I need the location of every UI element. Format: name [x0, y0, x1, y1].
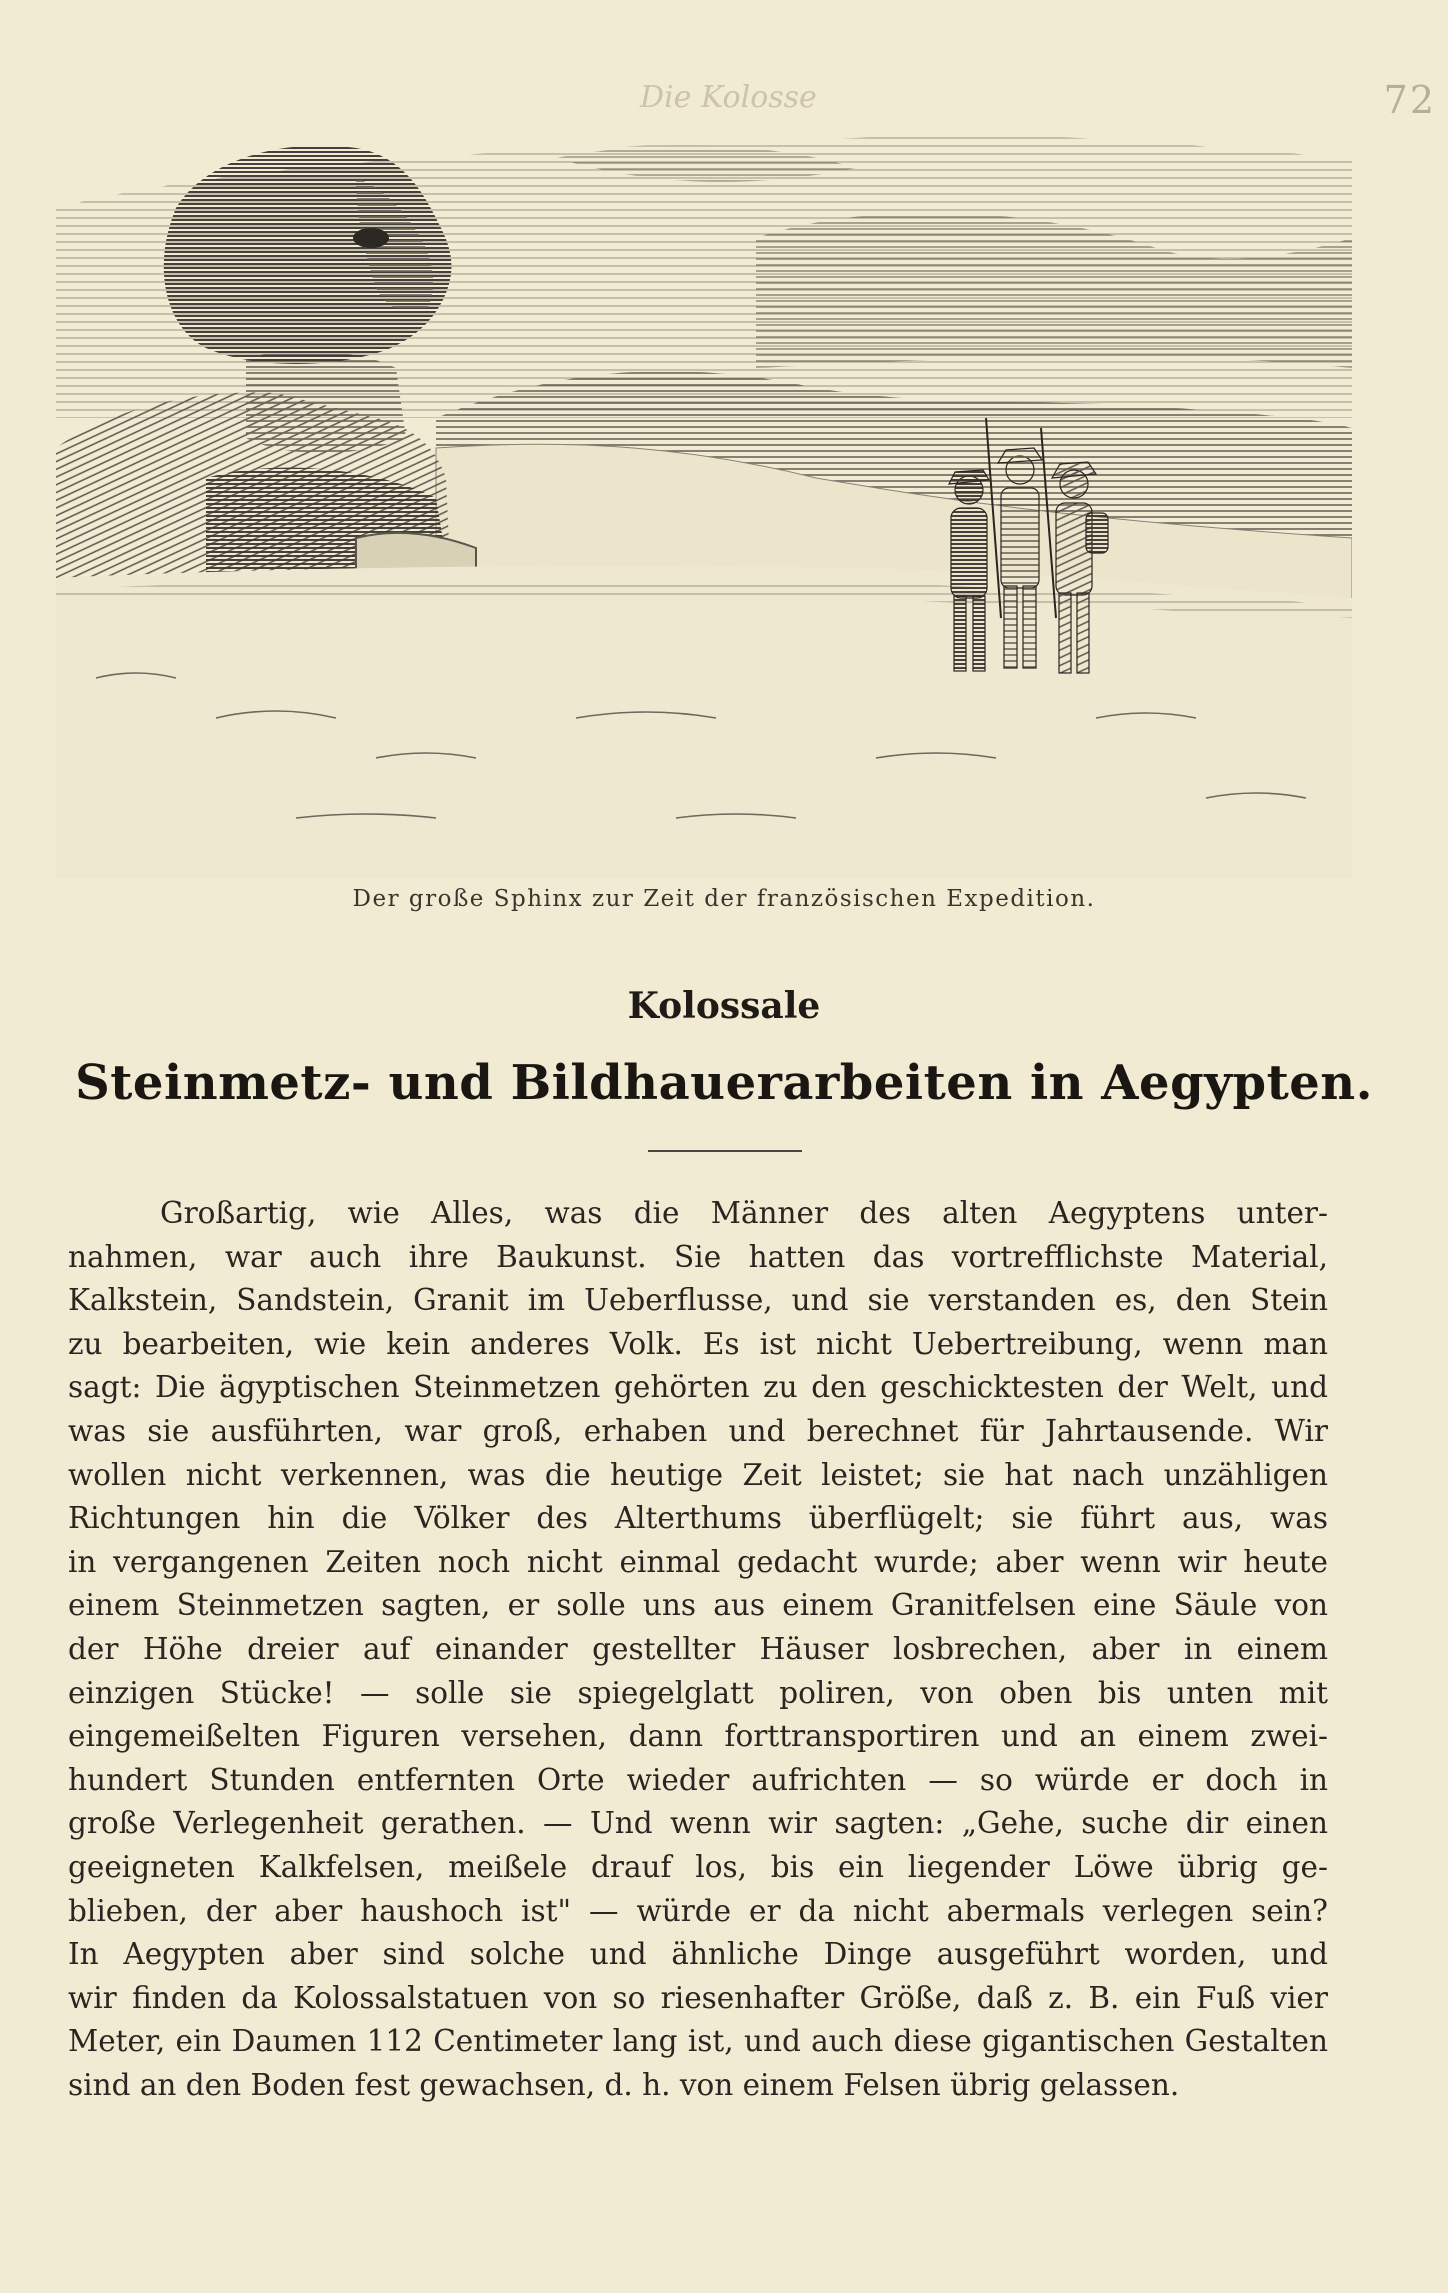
body-line: der Höhe dreier auf einander gestellter Häuser losbrechen, aber in einem	[68, 1631, 1328, 1666]
body-line: sind an den Boden fest gewachsen, d. h. von einem Felsen übrig gelassen.	[68, 2067, 1180, 2102]
sphinx-engraving	[56, 118, 1352, 878]
title-divider	[648, 1150, 802, 1152]
body-line: zu bearbeiten, wie kein anderes Volk. Es ist nicht Uebertreibung, wenn man	[68, 1326, 1328, 1361]
body-line: einem Steinmetzen sagten, er solle uns aus einem Granitfelsen eine Säule von	[68, 1588, 1328, 1623]
body-line: sagt: Die ägyptischen Steinmetzen gehörten zu den geschicktesten der Welt, und	[68, 1370, 1328, 1405]
body-line: hundert Stunden entfernten Orte wieder aufrichten — so würde er doch in	[68, 1762, 1328, 1797]
page-number: 72	[1383, 78, 1436, 122]
body-line: In Aegypten aber sind solche und ähnliche Dinge ausgeführt worden, und	[68, 1937, 1328, 1972]
body-line: wollen nicht verkennen, was die heutige Zeit leistet; sie hat nach unzähligen	[68, 1457, 1328, 1492]
body-line: einzigen Stücke! — solle sie spiegelglatt poliren, von oben bis unten mit	[68, 1675, 1328, 1710]
body-line: große Verlegenheit gerathen. — Und wenn wir sagten: „Gehe, suche dir einen	[68, 1806, 1328, 1841]
body-line: Kalkstein, Sandstein, Granit im Ueberflusse, und sie verstanden es, den Stein	[68, 1283, 1328, 1318]
body-line: in vergangenen Zeiten noch nicht einmal gedacht wurde; aber wenn wir heute	[68, 1544, 1328, 1579]
running-head: Die Kolosse	[640, 80, 817, 115]
sphinx-neck	[246, 351, 406, 453]
body-line: Richtungen hin die Völker des Alterthums überflügelt; sie führt aus, was	[68, 1501, 1328, 1536]
body-line: Großartig, wie Alles, was die Männer des alten Aegyptens unter-	[160, 1196, 1328, 1230]
body-line: nahmen, war auch ihre Baukunst. Sie hatten das vortrefflichste Material,	[68, 1239, 1328, 1274]
body-line: Meter, ein Daumen 112 Centimeter lang ist, und auch diese gigantischen Gestalten	[68, 2024, 1328, 2059]
article-title: Steinmetz- und Bildhauerarbeiten in Aegypten.	[75, 1055, 1373, 1111]
body-line: wir finden da Kolossalstatuen von so riesenhafter Größe, daß z. B. ein Fuß vier	[68, 1980, 1328, 2015]
sphinx-eye	[353, 228, 389, 248]
body-line: was sie ausführten, war groß, erhaben und berechnet für Jahrtausende. Wir	[68, 1413, 1328, 1448]
figure-caption: Der große Sphinx zur Zeit der französischen Expedition.	[352, 886, 1096, 912]
body-line: blieben, der aber haushoch ist" — würde er da nicht abermals verlegen sein?	[68, 1893, 1328, 1928]
article-body	[68, 1192, 1328, 2107]
body-line: geeigneten Kalkfelsen, meißele drauf los, bis ein liegender Löwe übrig ge-	[68, 1849, 1328, 1884]
foreground-sand	[56, 566, 1352, 878]
body-line: eingemeißelten Figuren versehen, dann forttransportiren und an einem zwei-	[68, 1719, 1328, 1754]
article-kicker: Kolossale	[627, 985, 821, 1027]
